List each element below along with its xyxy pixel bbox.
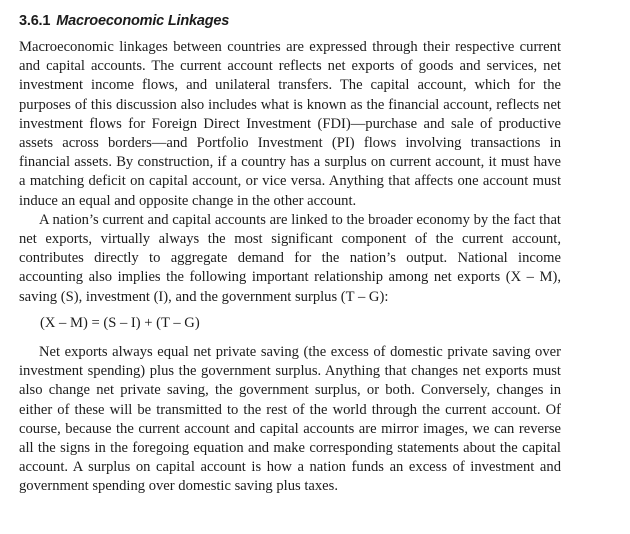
section-heading (19, 11, 561, 31)
section-number: 3.6.1 (19, 13, 51, 29)
section-title: Macroeconomic Linkages (56, 13, 230, 29)
document-page (19, 11, 561, 497)
paragraph-2: A nation’s current and capital accounts are linked to the broader economy by the fact that net exports, virtually always the most significant component of the current account, contributes directly to aggregate demand for the nation’s output. National income accounting also implies the following important relationship among net exports (X – M), saving (S), investment (I), and the government surplus (T – G): (19, 211, 561, 305)
equation: (X – M) = (S – I) + (T – G) (40, 314, 200, 331)
paragraph-3: Net exports always equal net private saving (the excess of domestic private saving over investment spending) plus the government surplus. Anything that changes net exports must also change net private saving, the government surplus, or both. Conversely, changes in either of these will be transmitted to the rest of the world through the current account. Of course, because the current account and capital accounts are mirror images, we can reverse all the signs in the foregoing equation and make corresponding statements about the capital account. A surplus on capital account is how a nation funds an excess of investment and government spending over domestic saving plus taxes. (19, 344, 561, 495)
paragraph-1: Macroeconomic linkages between countries are expressed through their respective current and capital accounts. The current account reflects net exports of goods and services, net investment income flows, and unilateral transfers. The capital account, which for the purposes of this discussion also includes what is known as the financial account, reflects net investment flows for Foreign Direct Investment (FDI)—purchase and sale of productive assets across borders—and Portfolio Investment (PI) flows involving transactions in financial assets. By construction, if a country has a surplus on current account, it must have a matching deficit on capital account, or vice versa. Anything that affects one account must induce an equal and opposite change in the other account. (19, 39, 561, 209)
